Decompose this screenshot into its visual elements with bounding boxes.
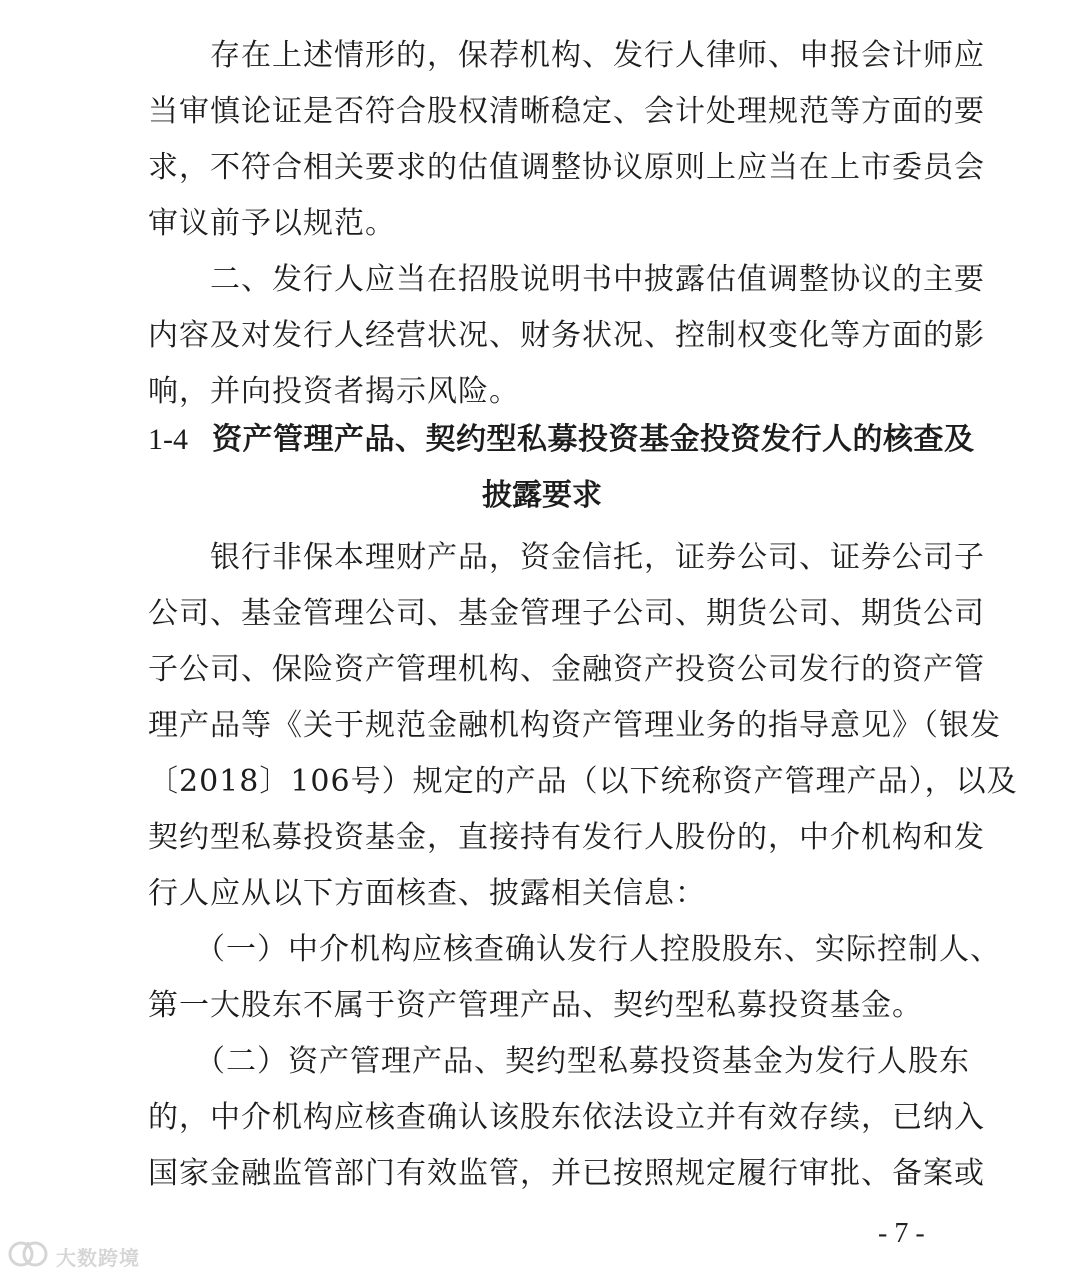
body-line-13: 契约型私募投资基金，直接持有发行人股份的，中介机构和发	[148, 820, 985, 855]
body-line-14: 行人应从以下方面核查、披露相关信息：	[148, 876, 706, 911]
watermark-text: 大数跨境	[56, 1245, 140, 1270]
body-line-18: 的，中介机构应核查确认该股东依法设立并有效存续，已纳入	[148, 1100, 985, 1135]
section-number: 1-4	[148, 423, 188, 456]
body-line-17: （二）资产管理产品、契约型私募投资基金为发行人股东	[148, 1044, 970, 1079]
body-line-1: 存在上述情形的，保荐机构、发行人律师、申报会计师应	[148, 38, 985, 73]
body-line-2: 当审慎论证是否符合股权清晰稳定、会计处理规范等方面的要	[148, 94, 985, 129]
watermark-logo-icon	[6, 1239, 50, 1273]
body-line-3: 求，不符合相关要求的估值调整协议原则上应当在上市委员会	[148, 150, 985, 185]
body-line-12: 〔2018〕106号）规定的产品（以下统称资产管理产品），以及	[148, 764, 1018, 799]
body-line-19: 国家金融监管部门有效监管，并已按照规定履行审批、备案或	[148, 1156, 985, 1191]
body-line-4: 审议前予以规范。	[148, 206, 396, 241]
body-line-11: 理产品等《关于规范金融机构资产管理业务的指导意见》（银发	[148, 708, 1001, 743]
body-line-8: 银行非保本理财产品，资金信托，证券公司、证券公司子	[148, 540, 985, 575]
body-line-10: 子公司、保险资产管理机构、金融资产投资公司发行的资产管	[148, 652, 985, 687]
body-line-15: （一）中介机构应核查确认发行人控股股东、实际控制人、	[148, 932, 1001, 967]
body-line-7: 响，并向投资者揭示风险。	[148, 374, 520, 409]
body-line-9: 公司、基金管理公司、基金管理子公司、期货公司、期货公司	[148, 596, 985, 631]
body-line-6: 内容及对发行人经营状况、财务状况、控制权变化等方面的影	[148, 318, 985, 353]
watermark	[6, 1236, 140, 1276]
page-number: - 7 -	[878, 1218, 925, 1249]
body-line-5: 二、发行人应当在招股说明书中披露估值调整协议的主要	[148, 262, 985, 297]
section-heading-line-2: 披露要求	[482, 478, 602, 513]
body-line-16: 第一大股东不属于资产管理产品、契约型私募投资基金。	[148, 988, 923, 1023]
section-heading-line-1: 资产管理产品、契约型私募投资基金投资发行人的核查及	[212, 422, 975, 457]
